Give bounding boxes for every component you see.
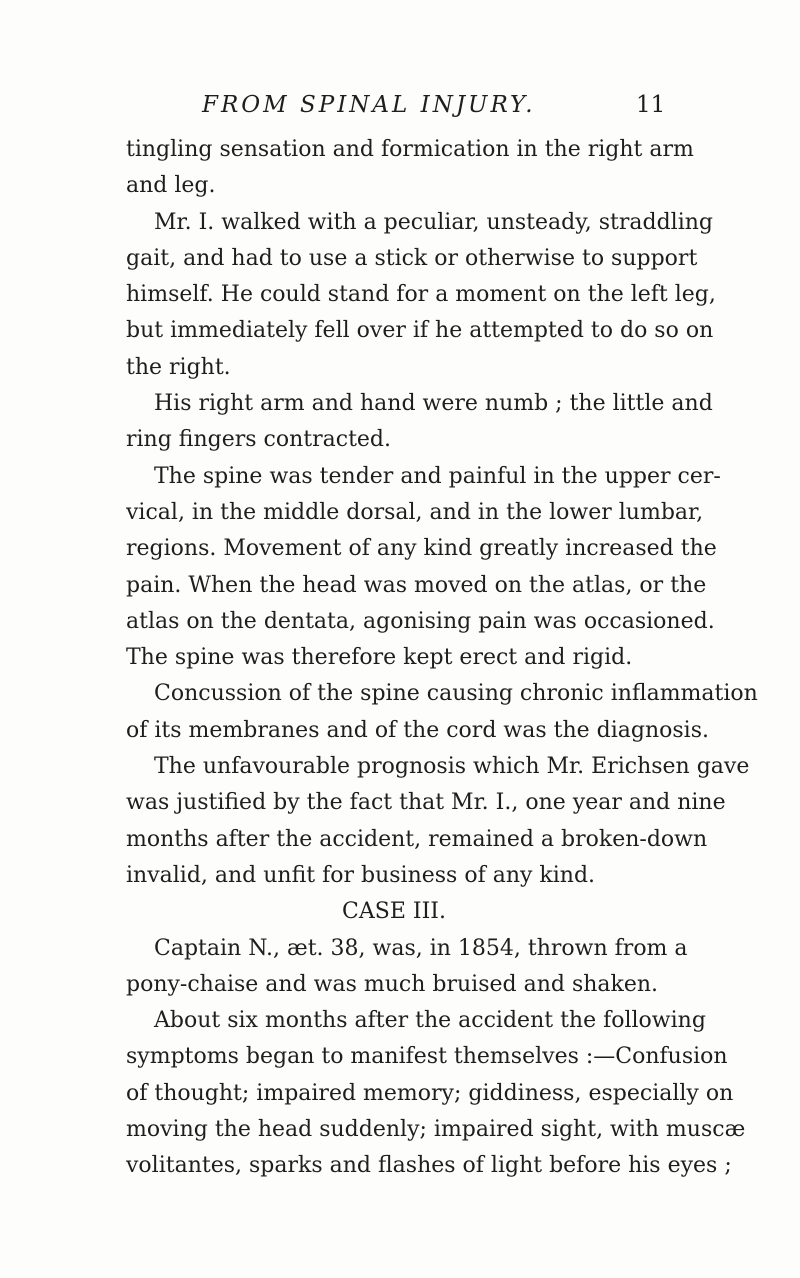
text-line: but immediately fell over if he attempted to do so on [126,318,714,344]
text-line: himself. He could stand for a moment on the left leg, [126,282,716,308]
text-line: of its membranes and of the cord was the diagnosis. [126,717,709,743]
text-line: regions. Movement of any kind greatly increased the [126,536,717,562]
text-line: and leg. [126,173,216,199]
text-line: atlas on the dentata, agonising pain was occasioned. [126,608,715,634]
case-heading: CASE III. [342,899,446,925]
text-line: The unfavourable prognosis which Mr. Erichsen gave [154,754,750,780]
text-line: tingling sensation and formication in the right arm [126,137,694,162]
text-line: Concussion of the spine causing chronic inflammation [154,681,758,707]
text-line: the right. [126,354,231,380]
body-text [126,132,758,1185]
text-line: volitantes, sparks and flashes of light before his eyes ; [126,1153,732,1179]
text-line: invalid, and unfit for business of any kind. [126,862,596,888]
text-line: ring fingers contracted. [126,427,392,453]
text-line: Captain N., æt. 38, was, in 1854, thrown from a [154,935,688,961]
text-line: The spine was tender and painful in the upper cer- [154,463,721,489]
text-line: pony-chaise and was much bruised and shaken. [126,971,659,997]
text-line: Mr. I. walked with a peculiar, unsteady, straddling [154,209,713,235]
text-line: vical, in the middle dorsal, and in the lower lumbar, [126,499,704,525]
text-line: symptoms began to manifest themselves :—Confusion [126,1044,728,1070]
running-title: FROM SPINAL INJURY. [202,92,536,118]
text-line: About six months after the accident the following [154,1008,706,1034]
text-line: of thought; impaired memory; giddiness, especially on [126,1080,734,1106]
text-line: His right arm and hand were numb ; the little and [154,391,713,417]
text-line: The spine was therefore kept erect and rigid. [126,645,633,671]
running-head [0,92,800,122]
text-line: was justified by the fact that Mr. I., one year and nine [126,790,726,816]
page-number: 11 [636,92,666,118]
text-line: pain. When the head was moved on the atlas, or the [126,572,707,598]
text-line: moving the head suddenly; impaired sight, with muscæ [126,1117,746,1143]
text-line: gait, and had to use a stick or otherwise to support [126,245,698,271]
text-line: months after the accident, remained a broken-down [126,826,708,852]
